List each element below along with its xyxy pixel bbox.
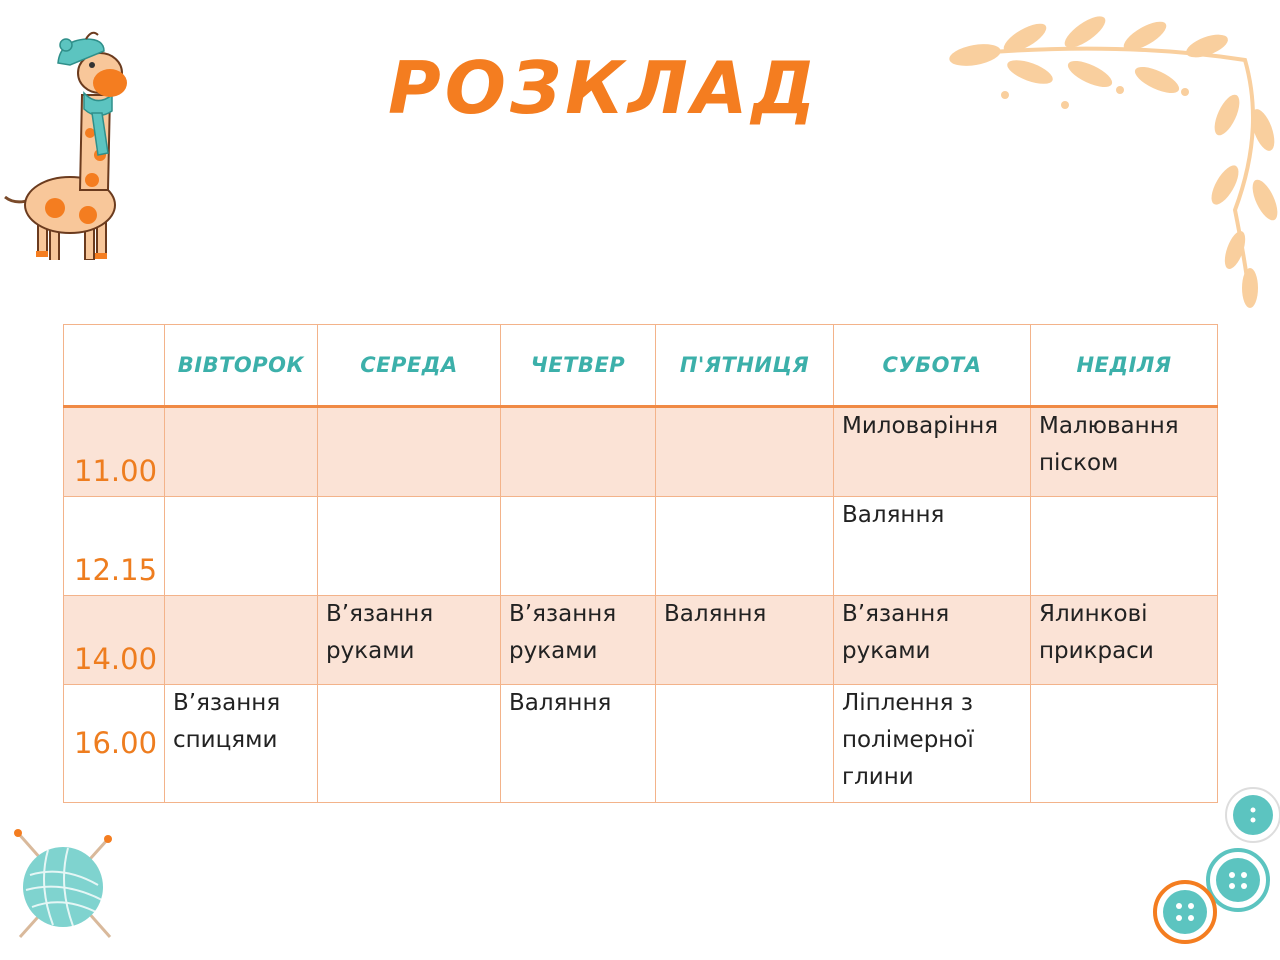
table-row [64,497,1218,596]
schedule-cell [165,497,318,596]
day-header-saturday: СУБОТА [834,325,1031,407]
day-header-thursday: ЧЕТВЕР [501,325,656,407]
schedule-cell [318,497,501,596]
schedule-cell: Валяння [656,596,834,685]
table-row [64,596,1218,685]
schedule-cell [165,407,318,497]
schedule-cell: В’язання спицями [165,685,318,803]
sewing-buttons-icon [1150,780,1280,950]
schedule-cell: В’язання руками [834,596,1031,685]
table-row [64,685,1218,803]
day-header-friday: П'ЯТНИЦЯ [656,325,834,407]
schedule-table [63,324,1218,803]
schedule-cell: Валяння [501,685,656,803]
schedule-cell [1031,497,1218,596]
day-header-wednesday: СЕРЕДА [318,325,501,407]
schedule-cell [656,685,834,803]
schedule-cell: Валяння [834,497,1031,596]
schedule-cell [656,497,834,596]
page-title: РОЗКЛАД [388,46,820,130]
time-cell: 11.00 [64,407,165,497]
time-cell: 16.00 [64,685,165,803]
time-cell: 12.15 [64,497,165,596]
yarn-ball-icon [8,825,118,945]
schedule-cell: Ялинкові прикраси [1031,596,1218,685]
day-header-sunday: НЕДІЛЯ [1031,325,1218,407]
schedule-cell [501,497,656,596]
schedule-cell: В’язання руками [318,596,501,685]
corner-cell [64,325,165,407]
schedule-cell: Малювання піском [1031,407,1218,497]
schedule-cell: Миловаріння [834,407,1031,497]
day-header-tuesday: ВІВТОРОК [165,325,318,407]
giraffe-icon [0,15,140,260]
schedule-cell [318,407,501,497]
schedule-cell [501,407,656,497]
schedule-cell [318,685,501,803]
schedule-cell [165,596,318,685]
schedule-cell: В’язання руками [501,596,656,685]
schedule-cell [656,407,834,497]
time-cell: 14.00 [64,596,165,685]
schedule-cell: Ліплення з полімерної глини [834,685,1031,803]
table-row [64,407,1218,497]
header-row [64,325,1218,407]
leaf-branch-icon [935,10,1280,310]
